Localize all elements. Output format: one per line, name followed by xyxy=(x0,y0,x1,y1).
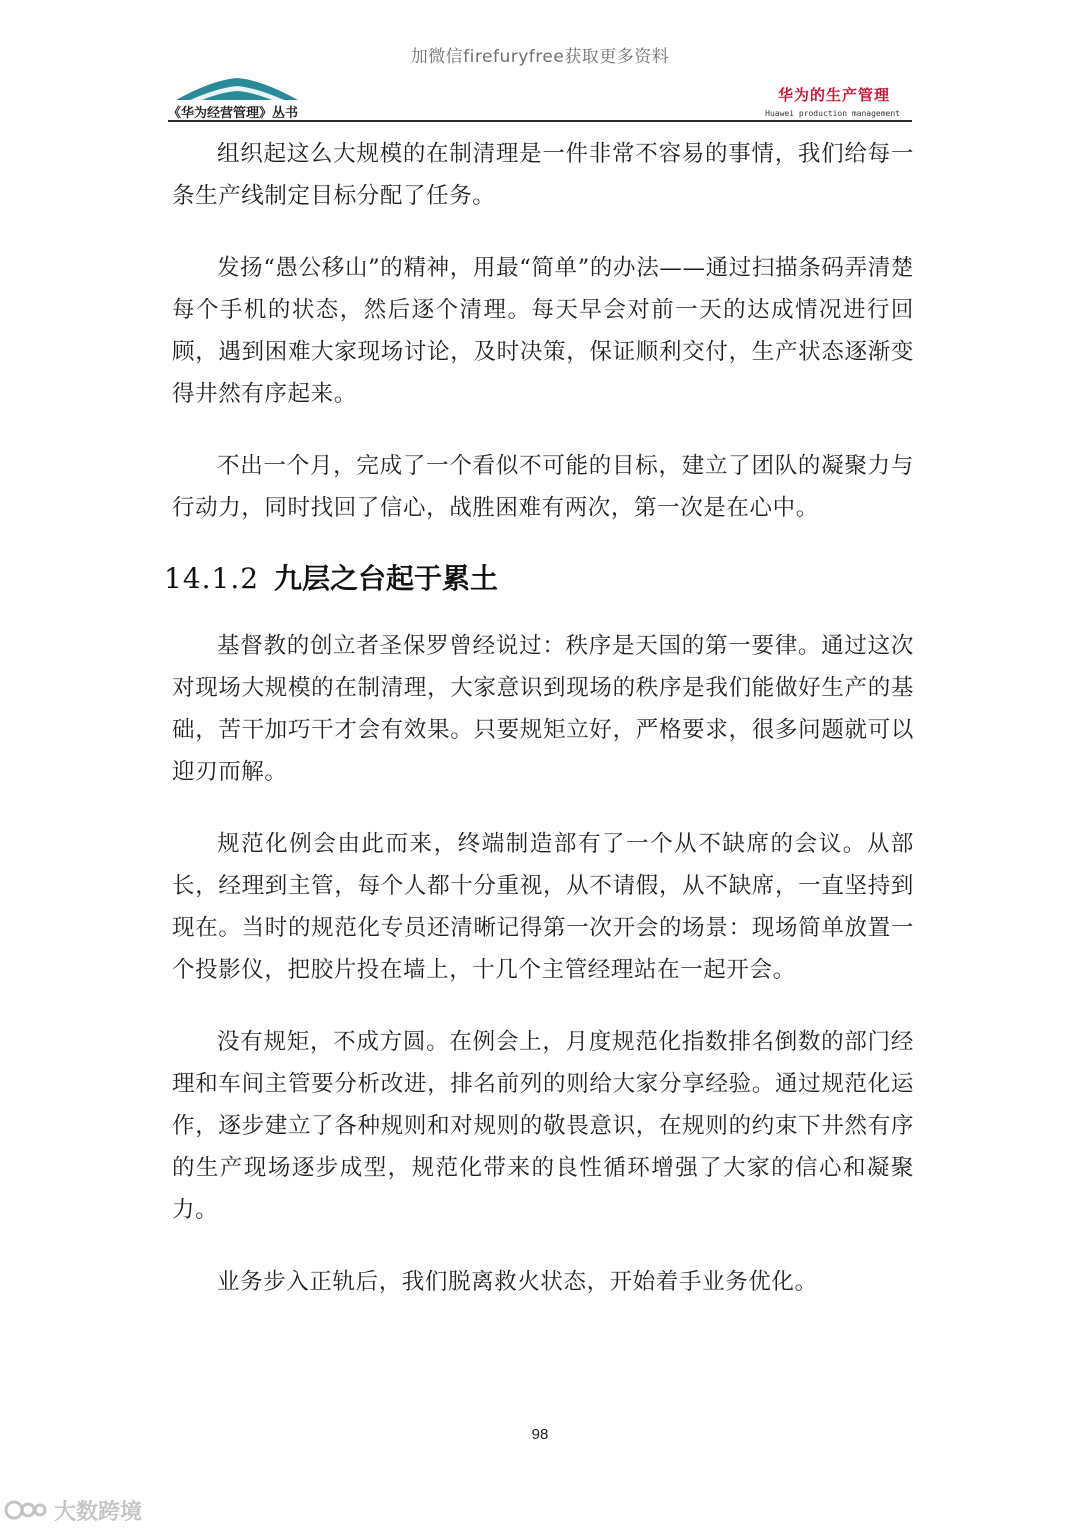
series-title: 《华为经营管理》丛书 xyxy=(168,106,299,121)
page-number: 98 xyxy=(531,1426,549,1443)
paragraph: 不出一个月，完成了一个看似不可能的目标，建立了团队的凝聚力与行动力，同时找回了信心，战胜困难有两次，第一次是在心中。 xyxy=(172,453,914,521)
bottom-watermark xyxy=(4,1495,142,1525)
paragraph: 基督教的创立者圣保罗曾经说过：秩序是天国的第一要律。通过这次对现场大规模的在制清理，大家意识到现场的秩序是我们能做好生产的基础，苦干加巧干才会有效果。只要规矩立好，严格要求，很多问题就可以迎刃而解。 xyxy=(172,633,914,785)
paragraph: 没有规矩，不成方圆。在例会上，月度规范化指数排名倒数的部门经理和车间主管要分析改进，排名前列的则给大家分享经验。通过规范化运作，逐步建立了各种规则和对规则的敬畏意识，在规则的约束下井然有序的生产现场逐步成型，规范化带来的良性循环增强了大家的信心和凝聚力。 xyxy=(172,1029,914,1223)
section-heading xyxy=(164,559,914,599)
watermark-logo-icon xyxy=(4,1497,48,1523)
paragraph: 规范化例会由此而来，终端制造部有了一个从不缺席的会议。从部长，经理到主管，每个人都十分重视，从不请假，从不缺席，一直坚持到现在。当时的规范化专员还清晰记得第一次开会的场景：现场简单放置一个投影仪，把胶片投在墙上，十几个主管经理站在一起开会。 xyxy=(172,831,914,983)
page-body xyxy=(164,133,914,1333)
paragraph: 组织起这么大规模的在制清理是一件非常不容易的事情，我们给每一条生产线制定目标分配了任务。 xyxy=(172,141,914,209)
section-number: 14.1.2 xyxy=(164,562,260,595)
top-watermark-text: 加微信firefuryfree获取更多资料 xyxy=(410,47,670,67)
book-title: 华为的生产管理 xyxy=(777,86,890,104)
paragraph: 发扬“愚公移山”的精神，用最“简单”的办法——通过扫描条码弄清楚每个手机的状态，然后逐个清理。每天早会对前一天的达成情况进行回顾，遇到困难大家现场讨论，及时决策，保证顺利交付，生产状态逐渐变得井然有序起来。 xyxy=(172,255,914,407)
watermark-text: 大数跨境 xyxy=(54,1499,143,1525)
page-header xyxy=(168,74,912,124)
header-divider xyxy=(168,120,912,122)
paragraph: 业务步入正轨后，我们脱离救火状态，开始着手业务优化。 xyxy=(217,1269,818,1295)
mountain-logo-icon xyxy=(172,74,302,104)
book-subtitle: Huawei production management xyxy=(765,109,900,118)
section-title: 九层之台起于累土 xyxy=(274,562,499,595)
